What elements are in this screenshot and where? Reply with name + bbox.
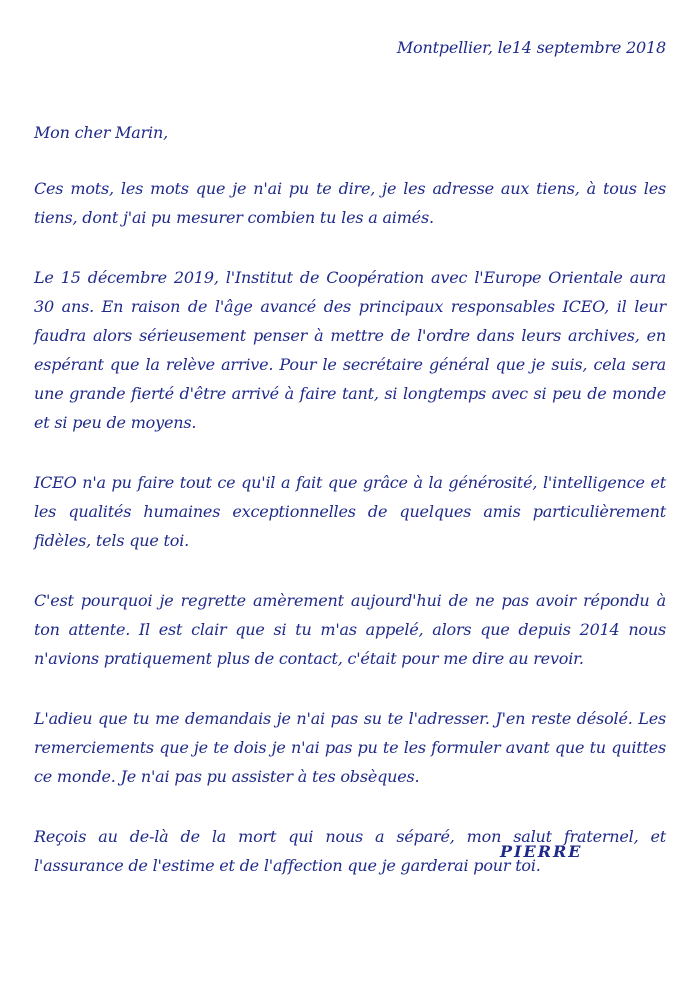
date-line: Montpellier, le14 septembre 2018 xyxy=(396,38,666,57)
letter-body xyxy=(34,174,666,911)
paragraph-3: ICEO n'a pu faire tout ce qu'il a fait que grâce à la générosité, l'intelligence et les qualités humaines exceptionnelles de quelques amis particulièrement fidèles, tels que toi. xyxy=(34,473,666,550)
paragraph-1: Ces mots, les mots que je n'ai pu te dire, je les adresse aux tiens, à tous les tiens, dont j'ai pu mesurer combien tu les a aimés. xyxy=(34,179,666,227)
paragraph-2: Le 15 décembre 2019, l'Institut de Coopération avec l'Europe Orientale aura 30 ans. En raison de l'âge avancé des principaux responsables ICEO, il leur faudra alors sérieusement penser à mettre de l'ordre dans leurs archives, en espérant que la relève arrive. Pour le secrétaire général que je suis, cela sera une grande fierté d'être arrivé à faire tant, si longtemps avec si peu de monde et si peu de moyens. xyxy=(34,268,666,432)
paragraph-4: C'est pourquoi je regrette amèrement aujourd'hui de ne pas avoir répondu à ton attente. Il est clair que si tu m'as appelé, alors que depuis 2014 nous n'avions pratiquement plus de contact, c'était pour me dire au revoir. xyxy=(34,591,666,668)
salutation: Mon cher Marin, xyxy=(34,123,168,142)
paragraph-6: Reçois au de-là de la mort qui nous a séparé, mon salut fraternel, et l'assurance de l'estime et de l'affection que je garderai pour toi. xyxy=(34,827,666,875)
paragraph-5: L'adieu que tu me demandais je n'ai pas su te l'adresser. J'en reste désolé. Les remerciements que je te dois je n'ai pas pu te les formuler avant que tu quittes ce monde. Je n'ai pas pu assister à tes obsèques. xyxy=(34,709,666,786)
signature: PIERRE xyxy=(500,842,583,861)
